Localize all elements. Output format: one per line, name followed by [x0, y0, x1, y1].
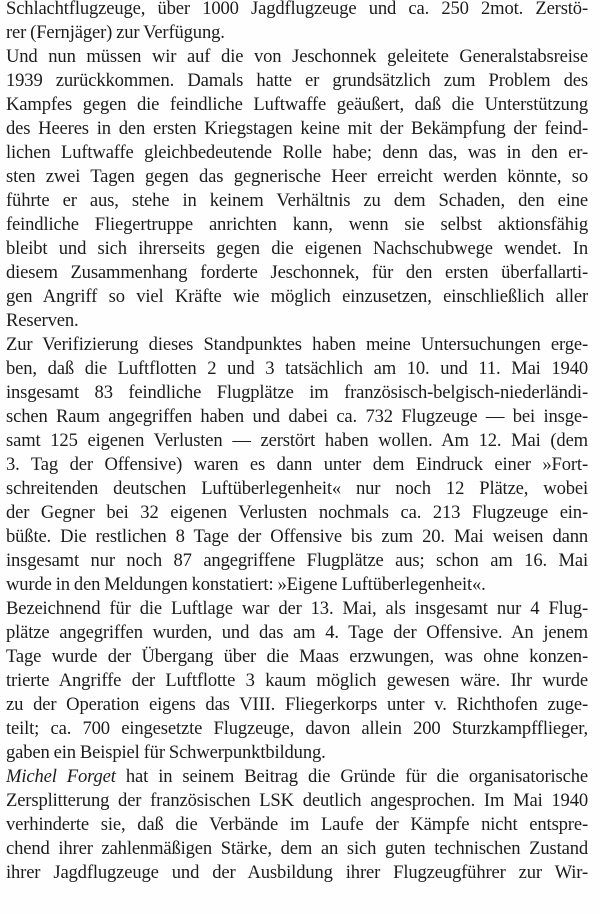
- text-line: ihrer Jagdflugzeuge und der Ausbildung ihrer Flugzeugführer zur Wir-: [6, 862, 588, 883]
- author-line-text: hat in seinem Beitrag die Gründe für die organisatorische: [125, 766, 588, 787]
- text-line: Schlachtflugzeuge, über 1000 Jagdflugzeuge und ca. 250 2mot. Zerstö-: [6, 0, 588, 19]
- text-line: Zur Verifizierung dieses Standpunktes haben meine Untersuchungen erge-: [6, 334, 588, 355]
- text-line: Bezeichnend für die Luftlage war der 13. Mai, als insgesamt nur 4 Flug-: [6, 598, 588, 619]
- text-line: samt 125 eigenen Verlusten — zerstört haben wollen. Am 12. Mai (dem: [6, 430, 588, 451]
- author-name: Michel Forget: [6, 766, 116, 787]
- text-line: Und nun müssen wir auf die von Jeschonnek geleitete Generalstabsreise: [6, 46, 588, 67]
- text-line: wurde in den Meldungen konstatiert: »Eigene Luftüberlegenheit«.: [6, 574, 486, 595]
- text-line: diesem Zusammenhang forderte Jeschonnek, für den ersten überfallarti-: [6, 262, 588, 283]
- text-line: feindliche Fliegertruppe anrichten kann, wenn sie selbst aktionsfähig: [6, 214, 588, 235]
- text-line: gen Angriff so viel Kräfte wie möglich einzusetzen, einschließlich aller: [6, 286, 588, 307]
- text-line: büßte. Die restlichen 8 Tage der Offensive bis zum 20. Mai weisen dann: [6, 526, 588, 547]
- text-line: plätze angegriffen wurden, und das am 4. Tage der Offensive. An jenem: [6, 622, 588, 643]
- text-line: führte er aus, stehe in keinem Verhältnis zu dem Schaden, den eine: [6, 190, 588, 211]
- text-line: trierte Angriffe der Luftflotte 3 kaum möglich gewesen wäre. Ihr wurde: [6, 670, 588, 691]
- text-line: Reserven.: [6, 310, 79, 331]
- text-line: 1939 zurückkommen. Damals hatte er grundsätzlich zum Problem des: [6, 70, 588, 91]
- text-line: Zersplitterung der französischen LSK deutlich angesprochen. Im Mai 1940: [6, 790, 588, 811]
- text-line: insgesamt 83 feindliche Flugplätze im französisch-belgisch-niederländi-: [6, 382, 588, 403]
- text-line: lichen Luftwaffe gleichbedeutende Rolle habe; denn das, was in den er-: [6, 142, 588, 163]
- text-line: verhinderte sie, daß die Verbände im Laufe der Kämpfe nicht entspre-: [6, 814, 588, 835]
- text-line: ben, daß die Luftflotten 2 und 3 tatsächlich am 10. und 11. Mai 1940: [6, 358, 588, 379]
- text-line: schreitenden deutschen Luftüberlegenheit« nur noch 12 Plätze, wobei: [6, 478, 588, 499]
- text-line: insgesamt nur noch 87 angegriffene Flugplätze aus; schon am 16. Mai: [6, 550, 588, 571]
- text-line: Kampfes gegen die feindliche Luftwaffe geäußert, daß die Unterstützung: [6, 94, 588, 115]
- text-line: des Heeres in den ersten Kriegstagen keine mit der Bekämpfung der feind-: [6, 118, 588, 139]
- text-line: chend ihrer zahlenmäßigen Stärke, dem an sich guten technischen Zustand: [6, 838, 588, 859]
- text-line: schen Raum angegriffen haben und dabei ca. 732 Flugzeuge — bei insge-: [6, 406, 588, 427]
- text-line: 3. Tag der Offensive) waren es dann unter dem Eindruck einer »Fort-: [6, 454, 588, 475]
- text-line: sten zwei Tagen gegen das gegnerische Heer erreicht werden könnte, so: [6, 166, 588, 187]
- text-line: teilt; ca. 700 eingesetzte Flugzeuge, davon allein 200 Sturzkampfflieger,: [6, 718, 588, 739]
- text-line-author: [6, 765, 588, 789]
- text-line: Tage wurde der Übergang über die Maas erzwungen, was ohne konzen-: [6, 646, 588, 667]
- text-line: bleibt und sich ihrerseits gegen die eigenen Nachschubwege wendet. In: [6, 238, 588, 259]
- text-line: rer (Fernjäger) zur Verfügung.: [6, 22, 225, 43]
- text-line: zu der Operation eigens das VIII. Fliegerkorps unter v. Richthofen zuge-: [6, 694, 588, 715]
- text-line: der Gegner bei 32 eigenen Verlusten nochmals ca. 213 Flugzeuge ein-: [6, 502, 588, 523]
- text-line: gaben ein Beispiel für Schwerpunktbildung.: [6, 742, 326, 763]
